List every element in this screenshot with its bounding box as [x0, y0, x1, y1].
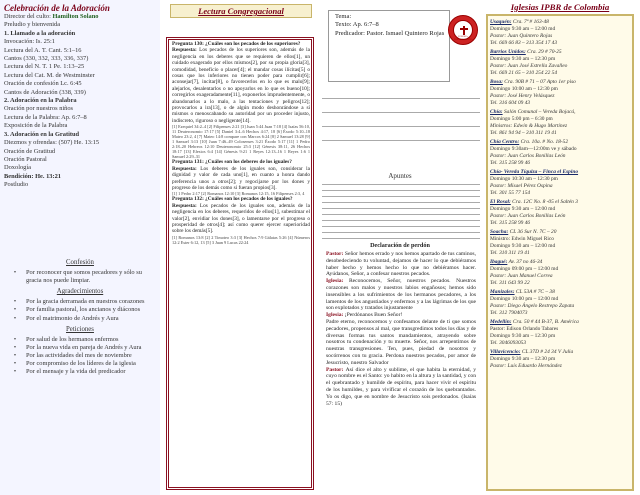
- note-line: [322, 238, 480, 239]
- footnote-references: [1] Romanos 13:8 [2] 2 Timoteo 3:3 [3] Hechos 7:9 Gálatas 5:26 [4] Números 12:2 Ester 6:12, 13 [5] 3 Juan 9 Lucas 22:24: [172, 234, 310, 245]
- program-line: Invocación: Is. 25:1: [4, 38, 55, 46]
- church-address: CL 37D # 24 34 V Julia: [520, 349, 574, 355]
- church-schedule: Domingo 9:30 am – 12:30 pm: [490, 333, 556, 339]
- church-name-line: [490, 349, 632, 356]
- church-name-line: [490, 79, 632, 86]
- church-name: Barrios Unidos:: [490, 49, 526, 55]
- bullet-icon: •: [13, 351, 17, 359]
- note-line: [322, 232, 480, 233]
- church-schedule: Domingo 9:30 am – 12:30 pm: [490, 356, 556, 362]
- church-name-line: [490, 49, 632, 56]
- church-address: Cra. 29 # 70-25: [525, 49, 562, 55]
- church-schedule: Domingo 09:00 pm – 12:00 md: [490, 266, 559, 272]
- bullet-icon: •: [13, 314, 17, 322]
- program-line: Postludio: [4, 181, 29, 189]
- catechism-answer: Respuesta: Los pecados de los iguales son, además de la negligencia en los deberes, requeridos de ellos[1], subestimar el valor[2], envidiar los dones[3], o lamentarse por el progreso o prosperidad de otros[4]; así como querer ejercer superioridad sobre los demás[5].: [172, 202, 311, 235]
- program-line: Director del culto: Hamilton Solano: [4, 13, 99, 20]
- church-pastor: Pastor: Juan Carlos Bonillas León: [490, 153, 566, 159]
- church-entry: [490, 79, 632, 107]
- apuntes-heading: Apuntes: [388, 172, 412, 180]
- church-schedule: Ministro: Edwin Miguel Rico: [490, 236, 554, 242]
- church-name-line: [490, 229, 632, 236]
- church-name: Chía:: [490, 109, 503, 115]
- church-entry: [490, 349, 632, 370]
- church-name-line: [490, 169, 632, 176]
- program-line: Lectura del Cat. M. de Westminster: [4, 71, 95, 79]
- church-phone: Tel. 669 21 65 – 310 254 22 54: [490, 70, 558, 76]
- church-name: Medellín:: [490, 319, 512, 325]
- list-item-text: Por salud de los hermanos enfermos: [26, 335, 119, 343]
- list-item-text: Por la nueva vida en pareja de Andrés y Aura: [26, 343, 142, 351]
- church-name-line: [490, 259, 632, 266]
- sermon-info-box: [328, 10, 450, 82]
- church-pastor: Pastor: José Henry Velásquez: [490, 93, 555, 99]
- church-phone: Tel. 301 55 77 154: [490, 190, 531, 196]
- program-line: Cantos de Adoración (338, 339): [4, 88, 86, 96]
- list-item: [4, 298, 156, 306]
- declaration-title: Declaración de perdón: [370, 242, 430, 249]
- program-line: Doxología: [4, 164, 31, 172]
- catechism-answer: Respuesta: Los deberes de los iguales son, considerar la dignidad y valor de cada uno[1], en cuanto a honra dando preferencia unos a otros[2]; y regocijarse por los dones y progreso de los demás como si fueran propios[3].: [172, 165, 311, 191]
- church-entry: [490, 199, 632, 227]
- church-name: Bosa:: [490, 79, 503, 85]
- church-name-line: [490, 199, 632, 206]
- church-name: Soacha:: [490, 229, 509, 235]
- bullet-icon: •: [13, 306, 17, 314]
- church-entry: [490, 169, 632, 197]
- church-phone: Tel. 3046093053: [490, 340, 527, 346]
- list-item-text: Por reconocer que somos pecadores y sólo su gracia nos puede limpiar.: [26, 269, 142, 285]
- church-address: Cra. 7ª # 163-48: [511, 19, 549, 25]
- director-name: Hamilton Solano: [52, 13, 99, 20]
- church-pastor: Ministros: Edwin & Hugo Martínez: [490, 123, 568, 129]
- list-item: [4, 368, 156, 376]
- reading-header: Lectura Congregacional: [170, 4, 312, 18]
- list-item: [4, 336, 156, 344]
- note-line: [322, 112, 480, 113]
- church-name: Villavicencio:: [490, 349, 521, 355]
- churches-list: [490, 19, 632, 372]
- church-address: CL 36 Sur N. 7C – 20: [508, 229, 557, 235]
- note-line: [322, 126, 480, 127]
- note-line: [322, 190, 480, 191]
- list-item-text: Por las actividades del mes de noviembre: [26, 351, 132, 359]
- declaration-paragraph: Padre eterno, reconocemos y confesamos delante de ti que somos pecadores, propensos al mal, que transgredimos todos los días y de diversas formas tus santos mandamientos, atrayendo sobre nosotros tu condenación y tu muerte. Señor, nos arrepentimos de nuestras transgresiones. Ten, pues, piedad de nosotros y socórrenos con tu gracia. Perdona nuestros pecados, por amor de Jesucristo, nuestro Salvador: [326, 318, 476, 366]
- note-line: [322, 220, 480, 221]
- declaration-paragraph: Pastor: Señor hemos errado y nos hemos apartado de tus caminos, desobedeciendo tu voluntad, dejamos de hacer lo que debiéramos haber hecho y hemos hecho lo que no debiéramos hacer. Ayúdanos, Señor, a confesar nuestros pecados.: [326, 251, 476, 278]
- declaration-text: [326, 251, 476, 407]
- note-line: [322, 184, 480, 185]
- declaration-paragraph: Pastor: Así dice el alto y sublime, el que habita la eternidad, y cuyo nombre es el Santo: yo habito en la altura y la santidad, y con el quebrantado y humilde de espíritu, para hacer vivir el espíritu de los humildes, y para vivificar el corazón de los quebrantados. Yo os digo, que en nombre de Jesucristo sois perdonados. (Isaías 57: 15): [326, 366, 476, 407]
- bullet-icon: •: [13, 343, 17, 351]
- note-line: [322, 202, 480, 203]
- catechism-question: Pregunta 132: ¿Cuáles son los pecados de los iguales?: [172, 196, 293, 203]
- church-name: El Rosal:: [490, 199, 511, 205]
- footnote-references: [1] 1 Pedro 2:17 [2] Romanos 12:10 [3] Romanos 12:15, 16 Filipenses 2:3, 4: [172, 191, 305, 197]
- list-item-text: Por la gracia derramada en nuestros corazones: [26, 298, 145, 306]
- list-item-text: Por familia pastoral, los ancianos y diáconos: [26, 306, 141, 314]
- list-item: [4, 306, 156, 314]
- panel-congregational-reading: [160, 0, 320, 495]
- church-phone: Tel. 310 311 19 41: [490, 250, 530, 256]
- list-item: [4, 352, 156, 360]
- peticiones-list: [4, 336, 156, 376]
- list-item-text: Por el matrimonio de Andrés y Aura: [26, 314, 119, 322]
- church-phone: Tel. 669 66 83 – 313 354 17 43: [490, 40, 558, 46]
- church-schedule: Domingo 9:30 am – 12:30 pm: [490, 56, 556, 62]
- church-name: Ibagué:: [490, 259, 508, 265]
- church-address: Cra. 50 # 44 B-37, B. América: [511, 319, 579, 325]
- catechism-answer: Respuesta: Los pecados de los superiores son, además de la negligencia en los deberes que se requieren de ellos[1], un cuidado exagerado por ellos mismos[2], por su propia gloria[3], comodidad, beneficio o placer[4]; el mandar cosas ilícitas[5] o cosas que los inferiores no tienen poder para cumplir[6]; aconsejar[7], incitar[8], o favorecerlos en lo que es malo[9]; alejarlos, desalentarlos o no apoyarlos en lo que es bueno[10]; corregirlos exageradamente[11], exponerlos imprudentemente, o abandonarlos a lo malo, a las tentaciones y peligros[12]; provocarlos a ira[13], o de algún modo deshonrándose a sí mismos o menoscabando su autoridad por un proceder injusto, indiscreto, riguroso o negligente[14].: [172, 47, 310, 124]
- speaker-label: Pastor:: [326, 366, 346, 373]
- bullet-icon: •: [13, 335, 17, 343]
- declaration-paragraph: Iglesia: Reconocemos, Señor, nuestros pecados. Nuestros corazones son malos y nuestros labios engañosos; hemos sido insensibles a los sufrimientos de los hermanos pecadores, a los lamentos de los angustiados y enfermos y a las lágrimas de los que son explotados y tratados injustamente: [326, 278, 476, 312]
- panel-worship-program: [0, 0, 160, 495]
- speaker-label: Iglesia:: [326, 278, 349, 285]
- confesion-list: [4, 269, 156, 285]
- list-item: [4, 360, 156, 368]
- church-entry: [490, 49, 632, 77]
- agradecimientos-heading: Agradecimientos: [56, 288, 104, 296]
- bullet-icon: •: [13, 368, 17, 376]
- program-line: Preludio y bienvenida: [4, 21, 61, 29]
- answer-label: Respuesta:: [172, 202, 200, 209]
- church-schedule: Domingo 10:00 pm – 12:00 md: [490, 296, 559, 302]
- tema-label: Tema:: [335, 13, 352, 20]
- church-address: Salón Comunal – Vereda Bojacá,: [502, 109, 576, 115]
- church-address: Av. 37 no 46-34: [507, 259, 543, 265]
- church-schedule: Domingo 10:30 am – 12:30 pm: [490, 176, 558, 182]
- church-pastor: Pastor: Juan Manuel Correa: [490, 273, 553, 279]
- church-entry: [490, 259, 632, 287]
- catechism-text: [172, 41, 310, 245]
- worship-title: Celebración de la Adoración: [4, 3, 110, 13]
- church-name-line: [490, 289, 632, 296]
- note-line: [322, 226, 480, 227]
- footnote-references: [1] Ezequiel 34:2–4 [2] Filipenses 2:21 [3] Juan 5:44 Juan 7:18 [4] Isaías 56:10, 11 Deuteronomio 17:17 [5] Daniel 3:4–6 Hechos 4:17, 18 [6] Éxodo 5:10–18 Mateo 23:2, 4 [7] Mateo 14:8 compare con Marcos 6:24 [8] 2 Samuel 13:28 [9] 1 Samuel 3:13 [10] Juan 7:46–49 Colosenses 3:21 Éxodo 5:17 [11] 1 Pedro 2:18–20 Hebreos 12:10 Deuteronomio 25:3 [12] Génesis 38:11, 26 Hechos 18:17 [13] Efesios 6:4 [14] Génesis 9:21 1 Reyes 12:13–16 1 Reyes 1:6 1 Samuel 2:29–31: [172, 124, 310, 160]
- church-phone: Tel. 315 258 99 46: [490, 220, 531, 226]
- program-line: Lectura del A. T. Cant. 5:1–16: [4, 46, 82, 54]
- church-entry: [490, 109, 632, 137]
- program-line: 1. Llamado a la adoración: [4, 29, 76, 37]
- prayer-lists: [4, 256, 156, 376]
- church-pastor: Pastor: Juan José Estrella Zavalleo: [490, 63, 568, 69]
- program-line: Lectura de la Palabra: Ap. 6:7–8: [4, 113, 87, 121]
- church-schedule: Pastor: Edison Orlando Tabares: [490, 326, 559, 332]
- program-line: Bendición: He. 13:21: [4, 172, 61, 180]
- list-item: [4, 315, 156, 323]
- bullet-icon: •: [13, 360, 17, 368]
- churches-header: Iglesias IPBR de Colombia: [510, 2, 610, 12]
- church-entry: [490, 229, 632, 257]
- list-item-text: Por el mensaje y la vida del predicador: [26, 368, 126, 376]
- program-line: Oración de confesión Lc. 6:45: [4, 80, 82, 88]
- church-entry: [490, 289, 632, 317]
- church-name: Chía- Vereda Tíquiza – Finca el Espino: [490, 169, 579, 175]
- worship-program: [4, 13, 158, 190]
- church-pastor: Pastor: Juan Carlos Bonillas León: [490, 213, 566, 219]
- church-phone: Tel. 315 258 99 46: [490, 160, 531, 166]
- church-address: Cra. 10a. # No. 18-52: [519, 139, 569, 145]
- church-entry: [490, 139, 632, 167]
- church-pastor: Pastor: Juan Quintero Rojas: [490, 33, 553, 39]
- panel-sermon-notes: [320, 0, 480, 495]
- church-address: Cra. 12C No. 8 -05 el Saltén 3: [510, 199, 578, 205]
- catechism-question: Pregunta 130: ¿Cuáles son los pecados de los superiores?: [172, 41, 301, 47]
- church-entry: [490, 19, 632, 47]
- program-line: Oración de Gratitud: [4, 147, 56, 155]
- program-line: 3. Adoración en la Gratitud: [4, 130, 80, 138]
- church-address: Cra. 90B # 71 – 07 Apto 1er piso: [502, 79, 576, 85]
- church-address: CL 53A # 7C – 38: [514, 289, 555, 295]
- church-pastor: Pastor: Misael Pérez Ospina: [490, 183, 553, 189]
- predicador-value: Pastor. Ismael Quintero Rojas: [366, 29, 445, 37]
- speaker-label: Pastor:: [326, 251, 345, 257]
- note-line: [322, 140, 480, 141]
- church-entry: [490, 319, 632, 347]
- program-line: Lectura del N. T. 1 Pe. 1:13–25: [4, 63, 85, 71]
- bullet-icon: •: [13, 269, 17, 277]
- program-line: 2. Adoración en la Palabra: [4, 97, 77, 105]
- note-line: [322, 214, 480, 215]
- program-line: Diezmos y ofrendas: (507) He. 13:15: [4, 139, 100, 147]
- church-schedule: Domingo 5:00 pm – 6:30 pm: [490, 116, 553, 122]
- church-pastor: Pastor: Diego Ángelo Restrepo Zapata: [490, 303, 575, 309]
- church-seal-icon: IGLESIA PRESBITERIANA: [448, 15, 478, 45]
- confesion-heading: Confesión: [66, 259, 94, 266]
- church-schedule: Domingo 10:00 am – 12:30 pm: [490, 86, 558, 92]
- peticiones-heading: Peticiones: [66, 325, 94, 333]
- list-item: [4, 269, 156, 285]
- church-name-line: [490, 319, 632, 326]
- church-name-line: [490, 139, 632, 146]
- church-schedule: Domingo 9:30 am – 12:00 md: [490, 26, 556, 32]
- church-pastor: Pastor: Luis Eduardo Hernández: [490, 363, 562, 369]
- church-name-line: [490, 19, 632, 26]
- church-schedule: Domingo 9:30am—12:00m ve y sábado: [490, 146, 577, 152]
- texto-line: Texto: Ap. 6:7–8: [335, 21, 379, 29]
- program-line: Cantos (330, 332, 333, 336, 337): [4, 55, 89, 63]
- church-phone: Tel. 316 604 09 43: [490, 100, 531, 106]
- panel-churches: [480, 0, 640, 495]
- church-name: Usaquén:: [490, 19, 512, 25]
- program-line: Oración Pastoral: [4, 155, 47, 163]
- bullet-icon: •: [13, 298, 17, 306]
- church-schedule: Domingo 9:30 am – 12:00 md: [490, 243, 556, 249]
- catechism-question: Pregunta 131: ¿Cuáles son los deberes de los iguales?: [172, 159, 292, 166]
- note-line: [322, 196, 480, 197]
- church-name-line: [490, 109, 632, 116]
- predicador-line: Predicador: Pastor. Ismael Quintero Rojas: [335, 29, 445, 37]
- list-item: [4, 344, 156, 352]
- agradecimientos-list: [4, 298, 156, 322]
- church-phone: Tel. 312 7904073: [490, 310, 528, 316]
- declaration-paragraph: Iglesia: ¡Perdónanos Buen Señor!: [326, 312, 403, 319]
- answer-label: Respuesta:: [172, 47, 200, 54]
- note-line: [322, 208, 480, 209]
- church-name: Chía Centro:: [490, 139, 520, 145]
- church-name: Manizales:: [490, 289, 515, 295]
- church-phone: Tel. 311 643 99 22: [490, 280, 530, 286]
- list-item-text: Por compromiso de los líderes de la iglesia: [26, 360, 136, 368]
- texto-value: Ap. 6:7–8: [352, 21, 379, 29]
- church-schedule: Domingo 9:30 am – 12:00 md: [490, 206, 556, 212]
- note-line: [322, 98, 480, 99]
- church-phone: Tel. 861 94 94 – 310 311 19 41: [490, 130, 557, 136]
- answer-label: Respuesta:: [172, 165, 201, 172]
- program-line: Oración por nuestros niños: [4, 105, 74, 113]
- program-line: Exposición de la Palabra: [4, 122, 68, 130]
- speaker-label: Iglesia:: [326, 312, 345, 319]
